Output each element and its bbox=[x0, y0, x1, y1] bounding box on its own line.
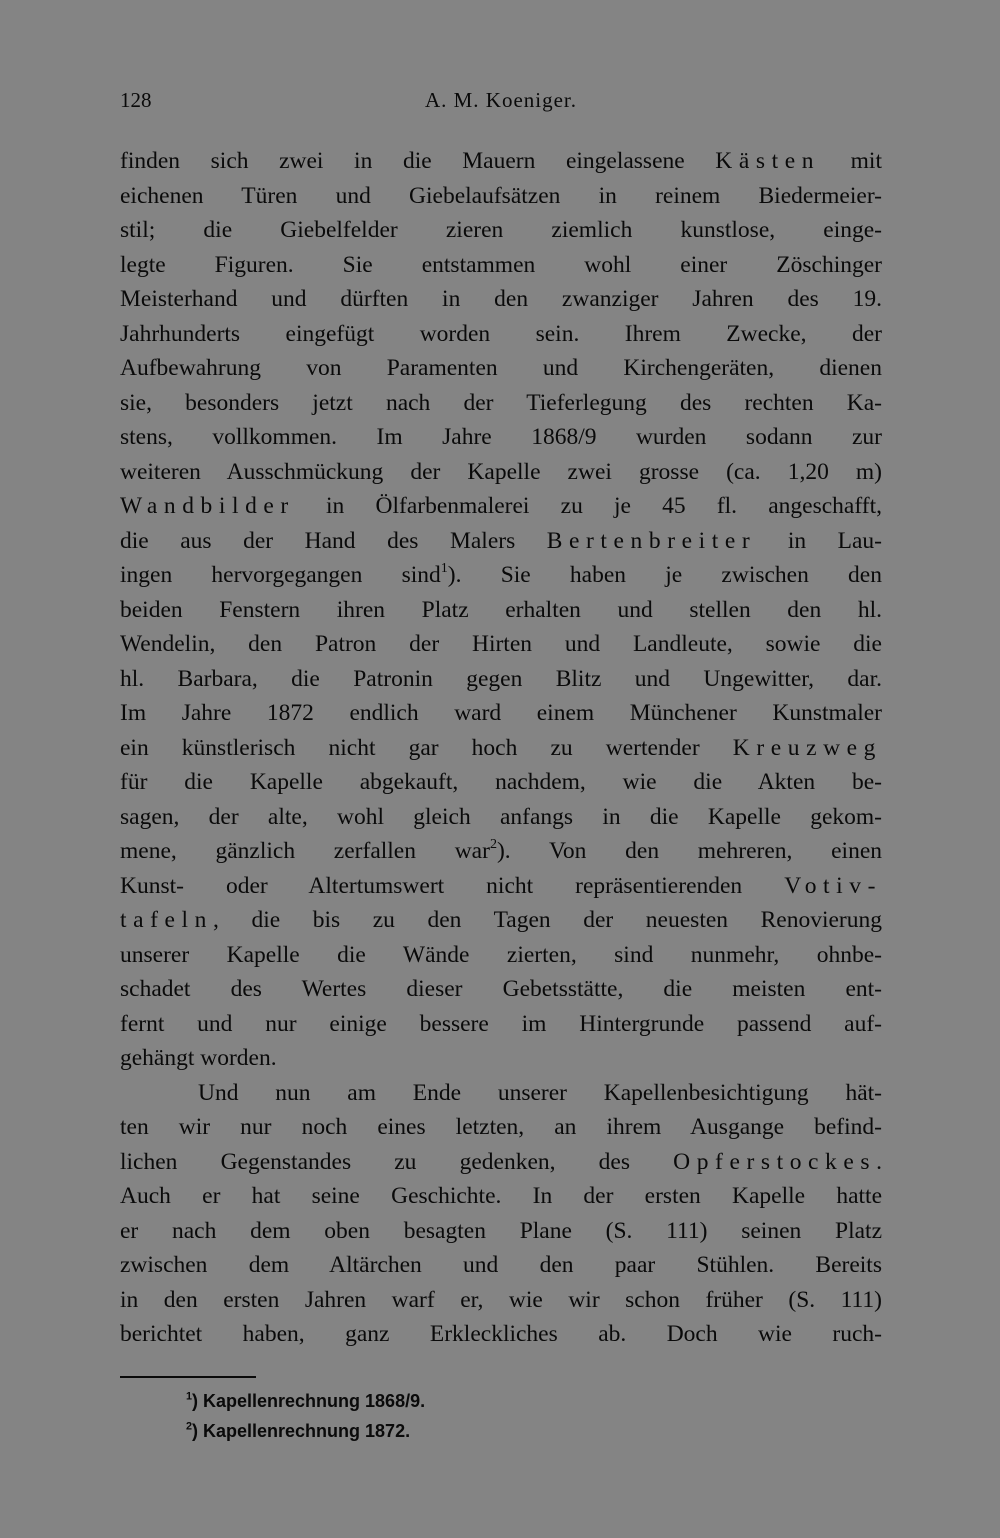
text-line: Wandbilder in Ölfarbenmalerei zu je 45 fl. angeschafft, bbox=[120, 493, 882, 519]
text-line: Auch er hat seine Geschichte. In der ersten Kapelle hatte bbox=[120, 1183, 882, 1209]
footnote-2: $^2$) Kapellenrechnung 1872. bbox=[186, 1420, 411, 1441]
text-line: sagen, der alte, wohl gleich anfangs in die Kapelle gekom- bbox=[120, 803, 882, 830]
page-number: 128 bbox=[120, 88, 152, 112]
text-line: lichen Gegenstandes zu gedenken, des Opferstockes. bbox=[120, 1148, 882, 1175]
text-line: stil; die Giebelfelder zieren ziemlich kunstlose, einge- bbox=[120, 217, 882, 243]
text-line: Und nun am Ende unserer Kapellenbesichtigung hät- bbox=[198, 1079, 882, 1106]
text-line: Kunst- oder Altertumswert nicht repräsentierenden Votiv- bbox=[120, 872, 882, 899]
footnotes bbox=[186, 1386, 686, 1446]
text-line: tafeln, die bis zu den Tagen der neuesten Renovierung bbox=[120, 907, 882, 933]
text-line: weiteren Ausschmückung der Kapelle zwei grosse (ca. 1,20 m) bbox=[120, 458, 882, 485]
footnote-ref-1: 1 bbox=[440, 560, 448, 577]
text-line: in den ersten Jahren warf er, wie wir schon früher (S. 111) bbox=[120, 1286, 882, 1313]
text-line: ein künstlerisch nicht gar hoch zu wertender Kreuzweg bbox=[120, 734, 882, 761]
text-line: finden sich zwei in die Mauern eingelassene Kästen mit bbox=[120, 148, 882, 174]
text-line: ingen hervorgegangen sind$^1$). Sie haben je zwischen den bbox=[120, 560, 882, 588]
text-line: die aus der Hand des Malers Bertenbreiter in Lau- bbox=[120, 527, 882, 554]
text-line: mene, gänzlich zerfallen war$^2$). Von den mehreren, einen bbox=[120, 836, 882, 864]
text-line: fernt und nur einige bessere im Hintergrunde passend auf- bbox=[120, 1010, 882, 1037]
text-line: schadet des Wertes dieser Gebetsstätte, die meisten ent- bbox=[120, 976, 882, 1002]
text-line: für die Kapelle abgekauft, nachdem, wie die Akten be- bbox=[120, 769, 882, 795]
text-line: gehängt worden. bbox=[120, 1045, 277, 1071]
body-text bbox=[120, 144, 882, 1352]
text-line: zwischen dem Altärchen und den paar Stühlen. Bereits bbox=[120, 1252, 882, 1278]
text-line: hl. Barbara, die Patronin gegen Blitz und Ungewitter, dar. bbox=[120, 665, 882, 692]
text-line: berichtet haben, ganz Erkleckliches ab. Doch wie ruch- bbox=[120, 1321, 882, 1347]
text-line: Meisterhand und dürften in den zwanziger Jahren des 19. bbox=[120, 286, 882, 312]
footnote-ref-2: 2 bbox=[489, 836, 497, 853]
page-header bbox=[120, 88, 882, 118]
footnote-rule bbox=[120, 1376, 256, 1378]
text-line: er nach dem oben besagten Plane (S. 111) seinen Platz bbox=[120, 1217, 882, 1244]
text-line: stens, vollkommen. Im Jahre 1868/9 wurden sodann zur bbox=[120, 424, 882, 450]
text-line: Im Jahre 1872 endlich ward einem Münchener Kunstmaler bbox=[120, 700, 882, 726]
text-line: sie, besonders jetzt nach der Tieferlegung des rechten Ka- bbox=[120, 389, 882, 416]
text-line: Jahrhunderts eingefügt worden sein. Ihrem Zwecke, der bbox=[120, 320, 882, 347]
text-line: ten wir nur noch eines letzten, an ihrem Ausgange befind- bbox=[120, 1114, 882, 1140]
text-line: Aufbewahrung von Paramenten und Kirchengeräten, dienen bbox=[120, 355, 882, 381]
text-line: Wendelin, den Patron der Hirten und Landleute, sowie die bbox=[120, 631, 882, 657]
text-line: eichenen Türen und Giebelaufsätzen in reinem Biedermeier- bbox=[120, 182, 882, 209]
text-line: beiden Fenstern ihren Platz erhalten und stellen den hl. bbox=[120, 596, 882, 623]
text-line: legte Figuren. Sie entstammen wohl einer Zöschinger bbox=[120, 251, 882, 278]
footnote-1: $^1$) Kapellenrechnung 1868/9. bbox=[186, 1390, 426, 1411]
text-line: unserer Kapelle die Wände zierten, sind nunmehr, ohnbe- bbox=[120, 941, 882, 968]
running-head: A. M. Koeniger. bbox=[424, 88, 578, 112]
